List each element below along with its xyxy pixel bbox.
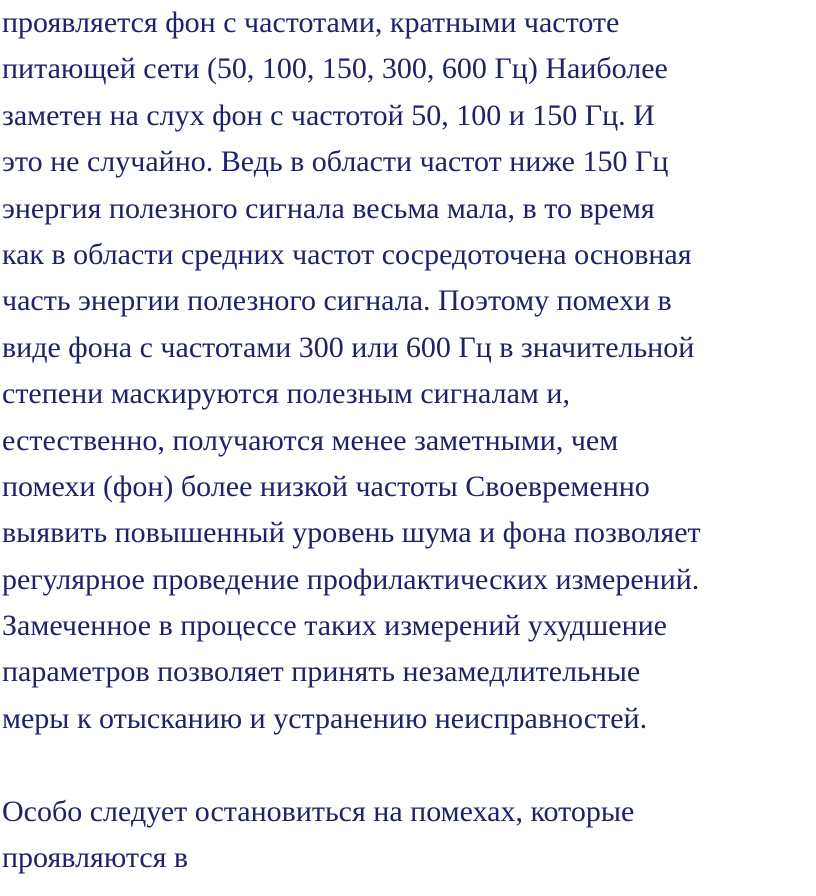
text-line: это не случайно. Ведь в области частот ниже 150 Гц	[2, 145, 669, 179]
text-line: помехи (фон) более низкой частоты Своевременно	[2, 469, 650, 503]
text-line: естественно, получаются менее заметными, чем	[2, 423, 619, 457]
text-line: Замеченное в процессе таких измерений ухудшение	[2, 609, 667, 643]
paragraph-2	[2, 789, 816, 882]
text-line: проявляются в	[2, 841, 189, 875]
text-line: виде фона с частотами 300 или 600 Гц в значительной	[2, 330, 695, 364]
text-line: заметен на слух фон с частотой 50, 100 и 150 Гц. И	[2, 98, 655, 132]
text-line: меры к отысканию и устранению неисправностей.	[2, 701, 648, 735]
text-line: параметров позволяет принять незамедлительные	[2, 655, 641, 689]
text-line: проявляется фон с частотами, кратными частоте	[2, 6, 620, 39]
paragraph-gap	[2, 742, 816, 788]
text-line: Особо следует остановиться на помехах, которые	[2, 794, 635, 828]
text-line: степени маскируются полезным сигналам и,	[2, 377, 570, 411]
text-line: как в области средних частот сосредоточена основная	[2, 237, 692, 271]
paragraph-1	[2, 0, 816, 742]
text-line: энергия полезного сигнала весьма мала, в то время	[2, 191, 655, 225]
text-line: регулярное проведение профилактических измерений.	[2, 562, 700, 596]
text-line: питающей сети (50, 100, 150, 300, 600 Гц) Наиболее	[2, 52, 668, 86]
text-line: часть энергии полезного сигнала. Поэтому помехи в	[2, 284, 672, 318]
text-line: выявить повышенный уровень шума и фона позволяет	[2, 516, 701, 550]
